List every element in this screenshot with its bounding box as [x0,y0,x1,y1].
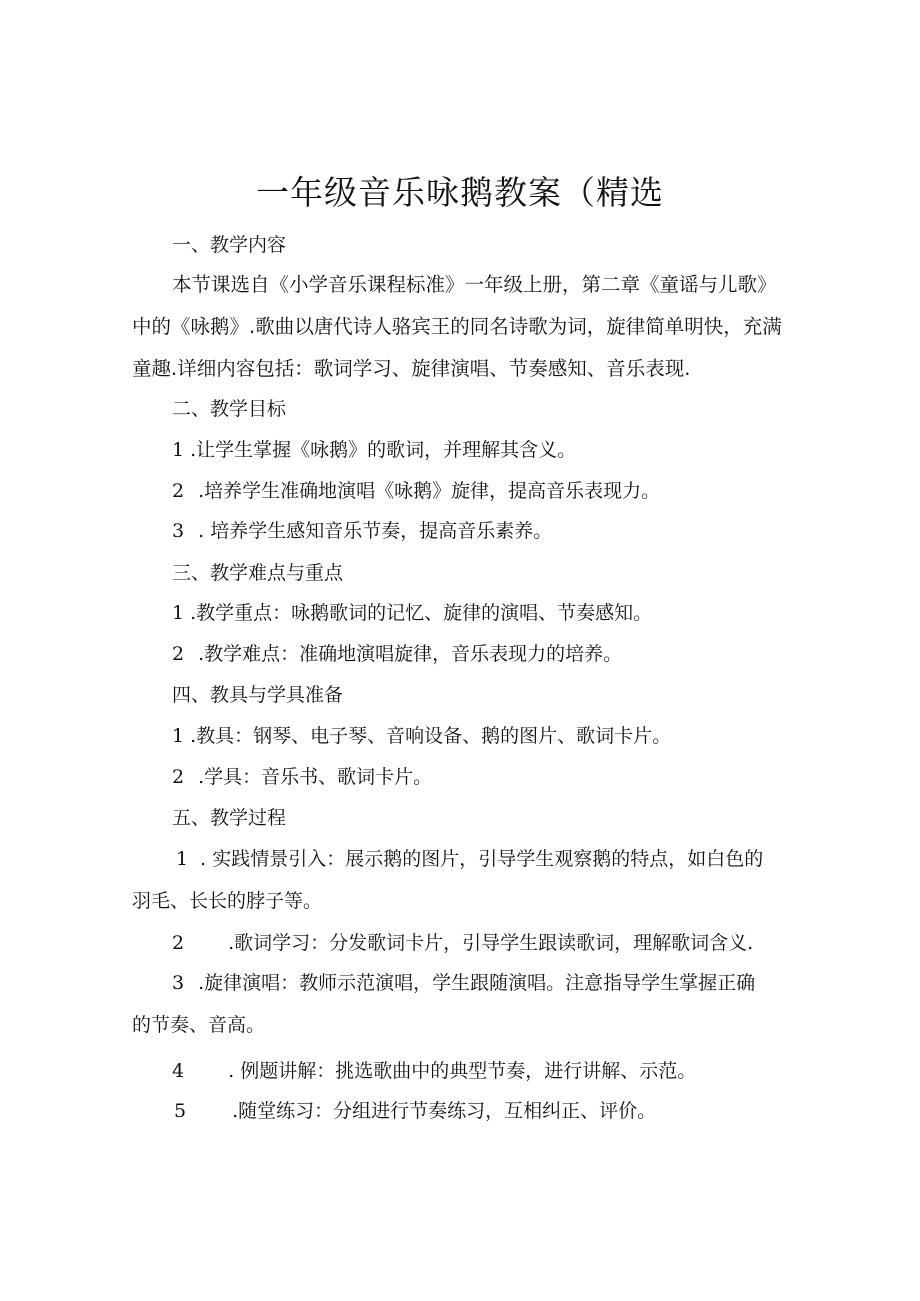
section-heading-3: 三、教学难点与重点 [172,562,344,584]
list-item [172,518,552,544]
list-item [176,846,763,872]
list-item-number: 2 [172,480,185,502]
list-item-text: .教学难点：准确地演唱旋律，音乐表现力的培养。 [198,643,623,665]
list-item-number: 5 [174,1100,187,1122]
list-item-number: 1 [176,848,189,870]
list-item-text: .教具：钢琴、电子琴、音响设备、鹅的图片、歌词卡片。 [190,725,672,747]
paragraph-line: 童趣.详细内容包括：歌词学习、旋律演唱、节奏感知、音乐表现. [132,357,691,380]
list-item [172,930,753,956]
list-item-number: 1 [172,725,185,747]
list-item-number: 1 [172,439,185,461]
section-heading-2: 二、教学目标 [172,398,287,420]
list-item [172,970,755,996]
list-item-text: .让学生掌握《咏鹅》的歌词，并理解其含义。 [190,439,577,461]
list-item-number: 2 [172,766,185,788]
list-item [172,641,622,667]
list-item-number: 3 [172,972,185,994]
list-item-number: 2 [172,643,185,665]
list-item-continuation: 羽毛、长长的脖子等。 [132,890,323,912]
list-item-text: . 例题讲解：挑选歌曲中的典型节奏，进行讲解、示范。 [228,1060,697,1082]
list-item [172,600,652,626]
list-item-text: .旋律演唱：教师示范演唱，学生跟随演唱。注意指导学生掌握正确 [198,972,756,994]
list-item-text: .随堂练习：分组进行节奏练习，互相纠正、评价。 [232,1100,657,1122]
list-item [172,723,671,749]
list-item-number: 3 [172,520,185,542]
list-item [174,1098,656,1124]
list-item-text: . 培养学生感知音乐节奏，提高音乐素养。 [198,520,553,542]
list-item-number: 4 [172,1060,185,1082]
document-title: 一年级音乐咏鹅教案（精选 [256,173,664,212]
list-item-text: .歌词学习：分发歌词卡片，引导学生跟读歌词，理解歌词含义. [228,932,754,954]
list-item-text: . 实践情景引入：展示鹅的图片，引导学生观察鹅的特点，如白色的 [200,848,764,870]
list-item-number: 1 [172,602,185,624]
list-item [172,1058,696,1084]
section-heading-4: 四、教具与学具准备 [172,684,344,706]
list-item-continuation: 的节奏、音高。 [132,1014,266,1036]
section-heading-5: 五、教学过程 [172,807,287,829]
list-item [172,478,660,504]
paragraph-line: 中的《咏鹅》.歌曲以唐代诗人骆宾王的同名诗歌为词，旋律简单明快，充满 [132,315,782,338]
list-item-text: .培养学生准确地演唱《咏鹅》旋律，提高音乐表现力。 [198,480,661,502]
paragraph-line: 本节课选自《小学音乐课程标准》一年级上册，第二章《童谣与儿歌》 [172,273,777,296]
list-item-text: .学具：音乐书、歌词卡片。 [198,766,433,788]
list-item-number: 2 [172,932,185,954]
list-item [172,437,576,463]
section-heading-1: 一、教学内容 [172,234,287,256]
list-item [172,764,432,790]
list-item-text: .教学重点：咏鹅歌词的记忆、旋律的演唱、节奏感知。 [190,602,653,624]
